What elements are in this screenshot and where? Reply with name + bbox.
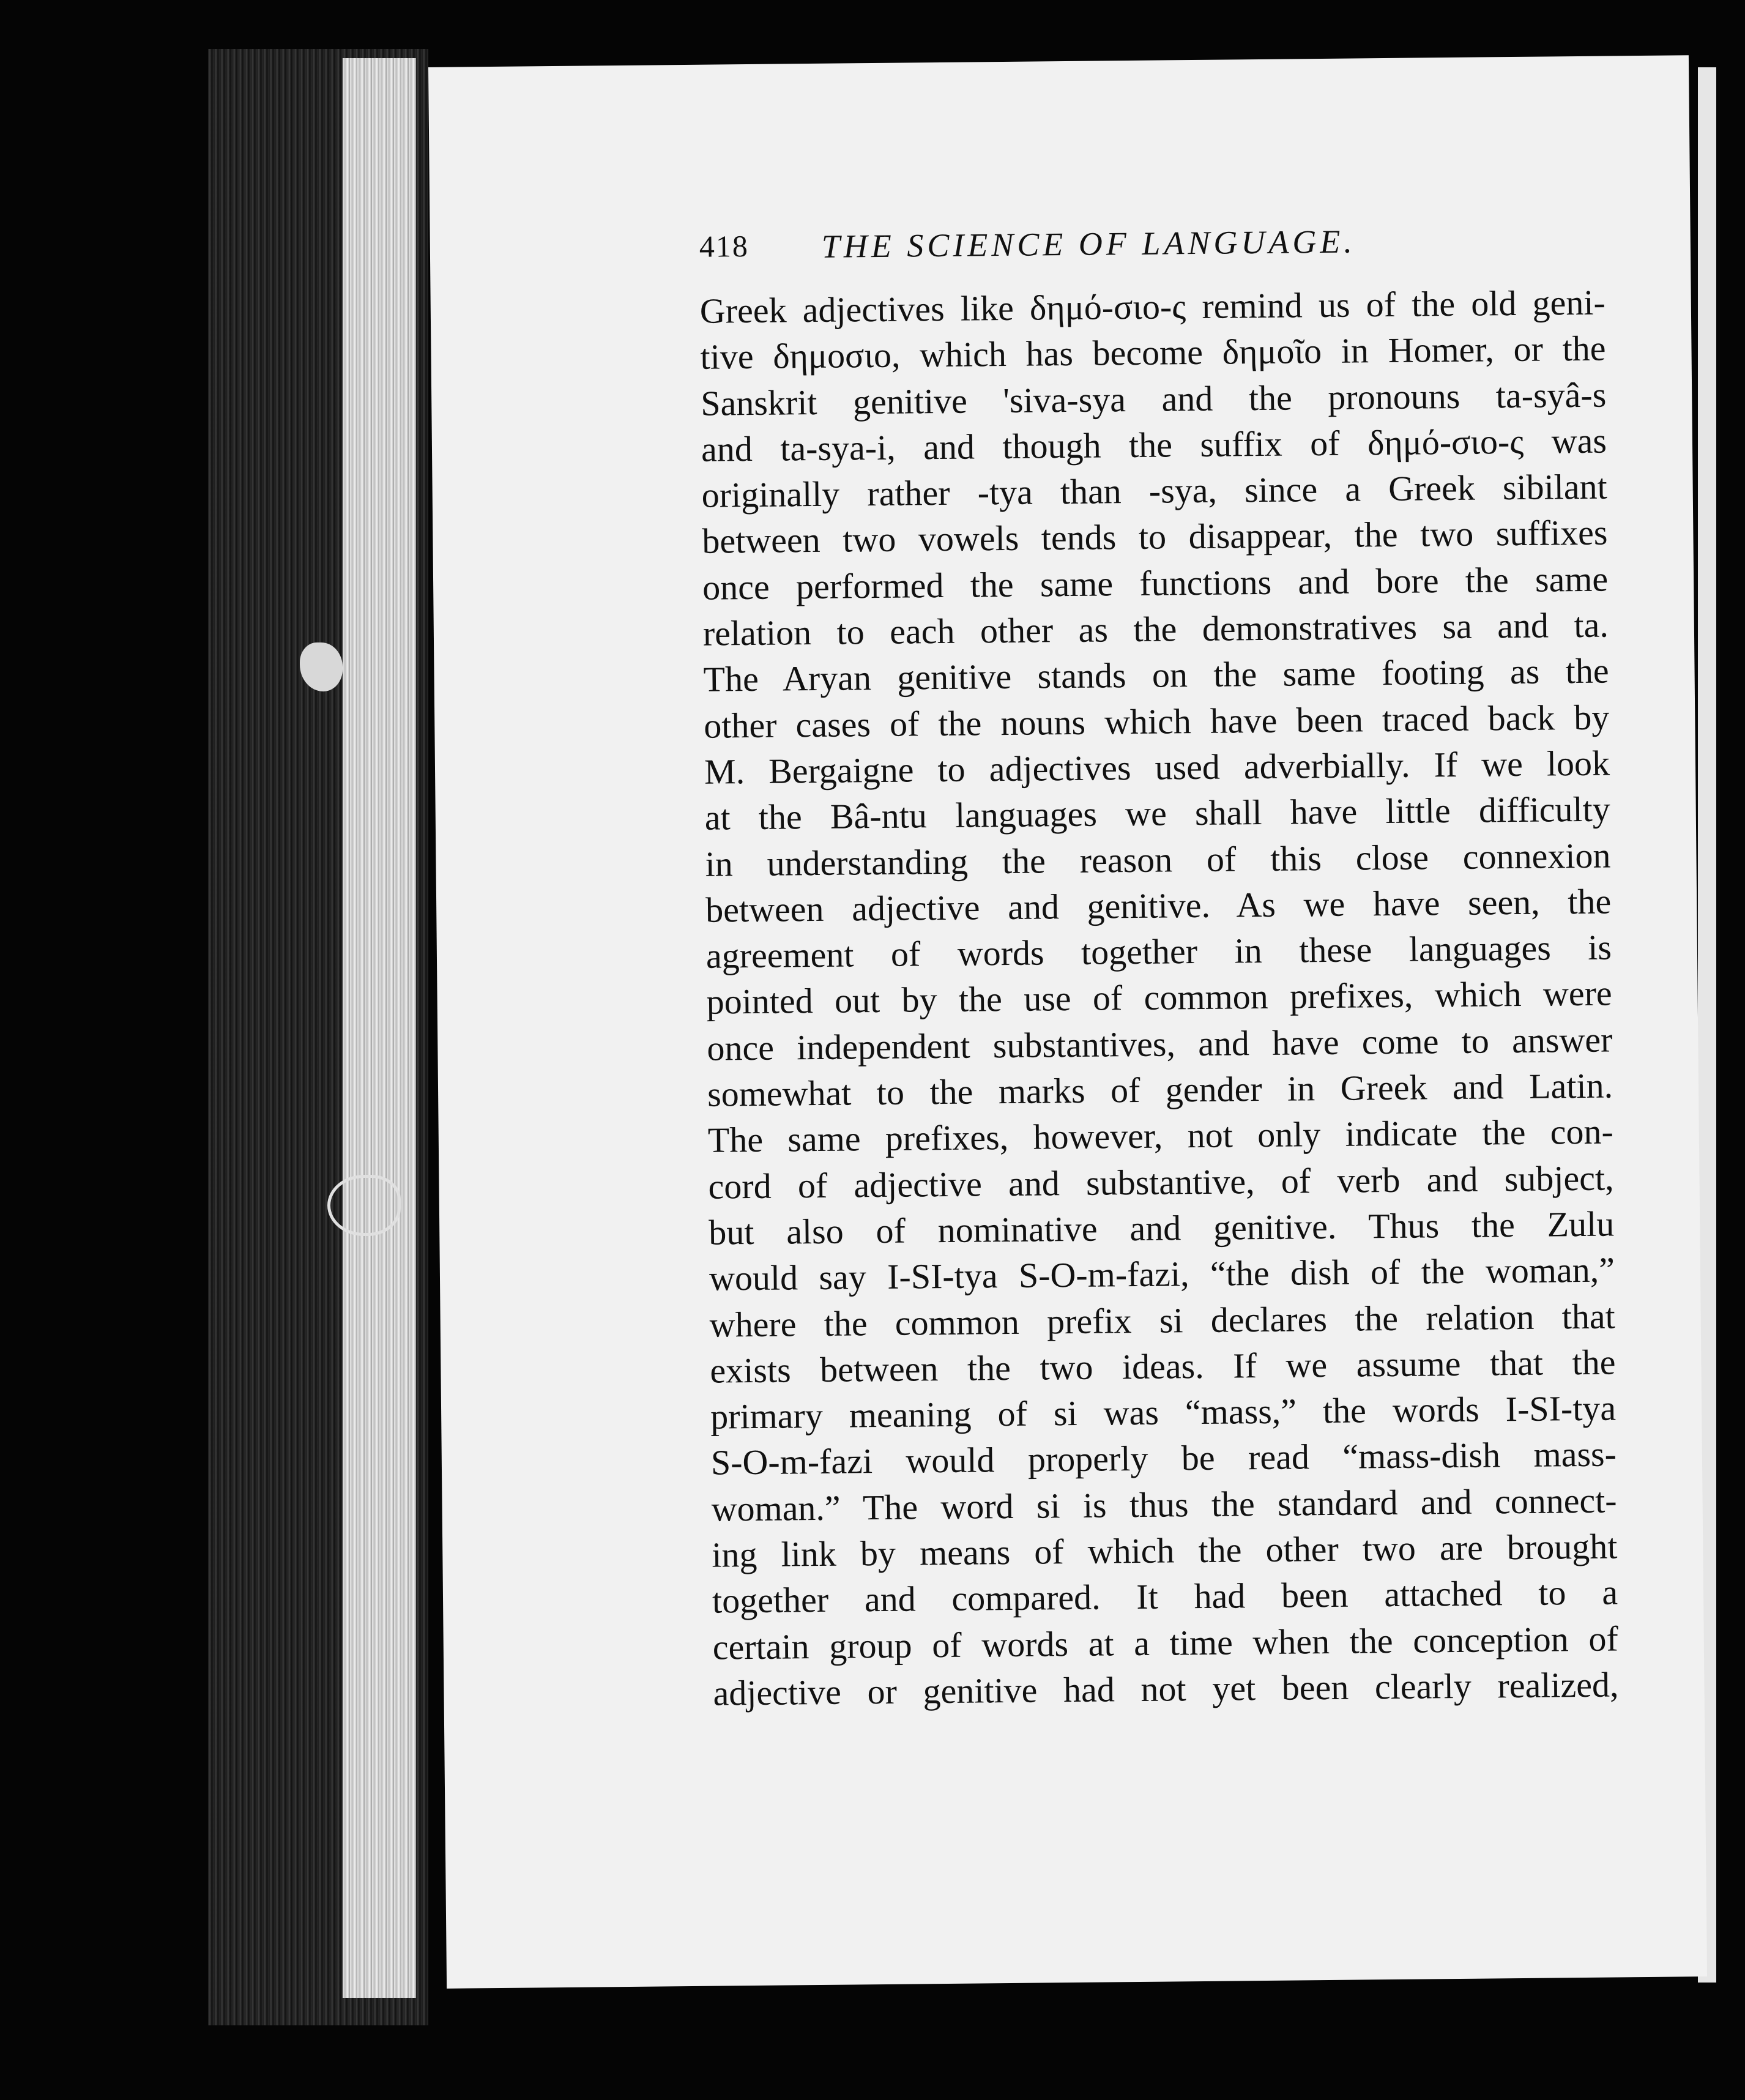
text-line: other cases of the nouns which have been traced back by <box>704 697 1610 746</box>
text-line: certain group of words at a time when the conception of <box>712 1618 1619 1667</box>
text-line: between two vowels tends to disappear, the two suffixes <box>702 513 1608 562</box>
clip-mark <box>327 1175 401 1236</box>
text-line: S-O-m-fazi would properly be read “mass-dish mass- <box>710 1434 1617 1483</box>
page-number: 418 <box>699 228 750 264</box>
text-line: ing link by means of which the other two are brought <box>712 1526 1618 1575</box>
text-line: but also of nominative and genitive. Thus the Zulu <box>708 1204 1615 1253</box>
text-line: The same prefixes, however, not only indicate the con- <box>707 1111 1614 1161</box>
text-line: once performed the same functions and bore the same <box>702 559 1609 608</box>
text-line: would say I-SI-tya S-O-m-fazi, “the dish of the woman,” <box>709 1249 1615 1298</box>
page-header <box>699 219 1679 289</box>
text-line: woman.” The word si is thus the standard and connect- <box>711 1480 1617 1529</box>
text-line: at the Bâ-ntu languages we shall have little difficulty <box>704 789 1611 838</box>
text-line: adjective or genitive had not yet been clearly realized, <box>713 1664 1619 1713</box>
body-text <box>699 280 1618 1716</box>
text-line: Greek adjectives like δημό-σιο-ς remind us of the old geni- <box>699 282 1606 331</box>
text-line: agreement of words together in these languages is <box>705 927 1612 976</box>
text-line: The Aryan genitive stands on the same footing as the <box>703 650 1609 700</box>
text-line: where the common prefix si declares the relation that <box>709 1296 1615 1345</box>
book-page <box>428 55 1707 1989</box>
text-line: once independent substantives, and have come to answer <box>707 1019 1613 1068</box>
running-title: THE SCIENCE OF LANGUAGE. <box>821 223 1356 265</box>
text-line: originally rather -tya than -sya, since a Greek sibilant <box>701 466 1607 515</box>
text-line: exists between the two ideas. If we assume that the <box>710 1342 1616 1391</box>
text-line: somewhat to the marks of gender in Greek and Latin. <box>707 1065 1613 1114</box>
text-line: M. Bergaigne to adjectives used adverbially. If we look <box>704 743 1610 792</box>
page-edges-light <box>343 58 416 1998</box>
text-line: together and compared. It had been attached to a <box>712 1572 1618 1621</box>
text-line: in understanding the reason of this close connexion <box>705 835 1611 884</box>
text-line: Sanskrit genitive 'siva-sya and the pronouns ta-syâ-s <box>700 374 1607 423</box>
text-line: cord of adjective and substantive, of verb and subject, <box>708 1158 1614 1207</box>
text-line: primary meaning of si was “mass,” the words I-SI-tya <box>710 1388 1617 1437</box>
text-line: pointed out by the use of common prefixes, which were <box>706 973 1612 1022</box>
text-line: between adjective and genitive. As we have seen, the <box>705 881 1612 930</box>
text-line: tive δημοσιο, which has become δημοῖο in Homer, or the <box>700 328 1606 378</box>
text-line: and ta-sya-i, and though the suffix of δημό-σιο-ς was <box>701 420 1607 469</box>
text-line: relation to each other as the demonstratives sa and ta. <box>702 605 1609 653</box>
